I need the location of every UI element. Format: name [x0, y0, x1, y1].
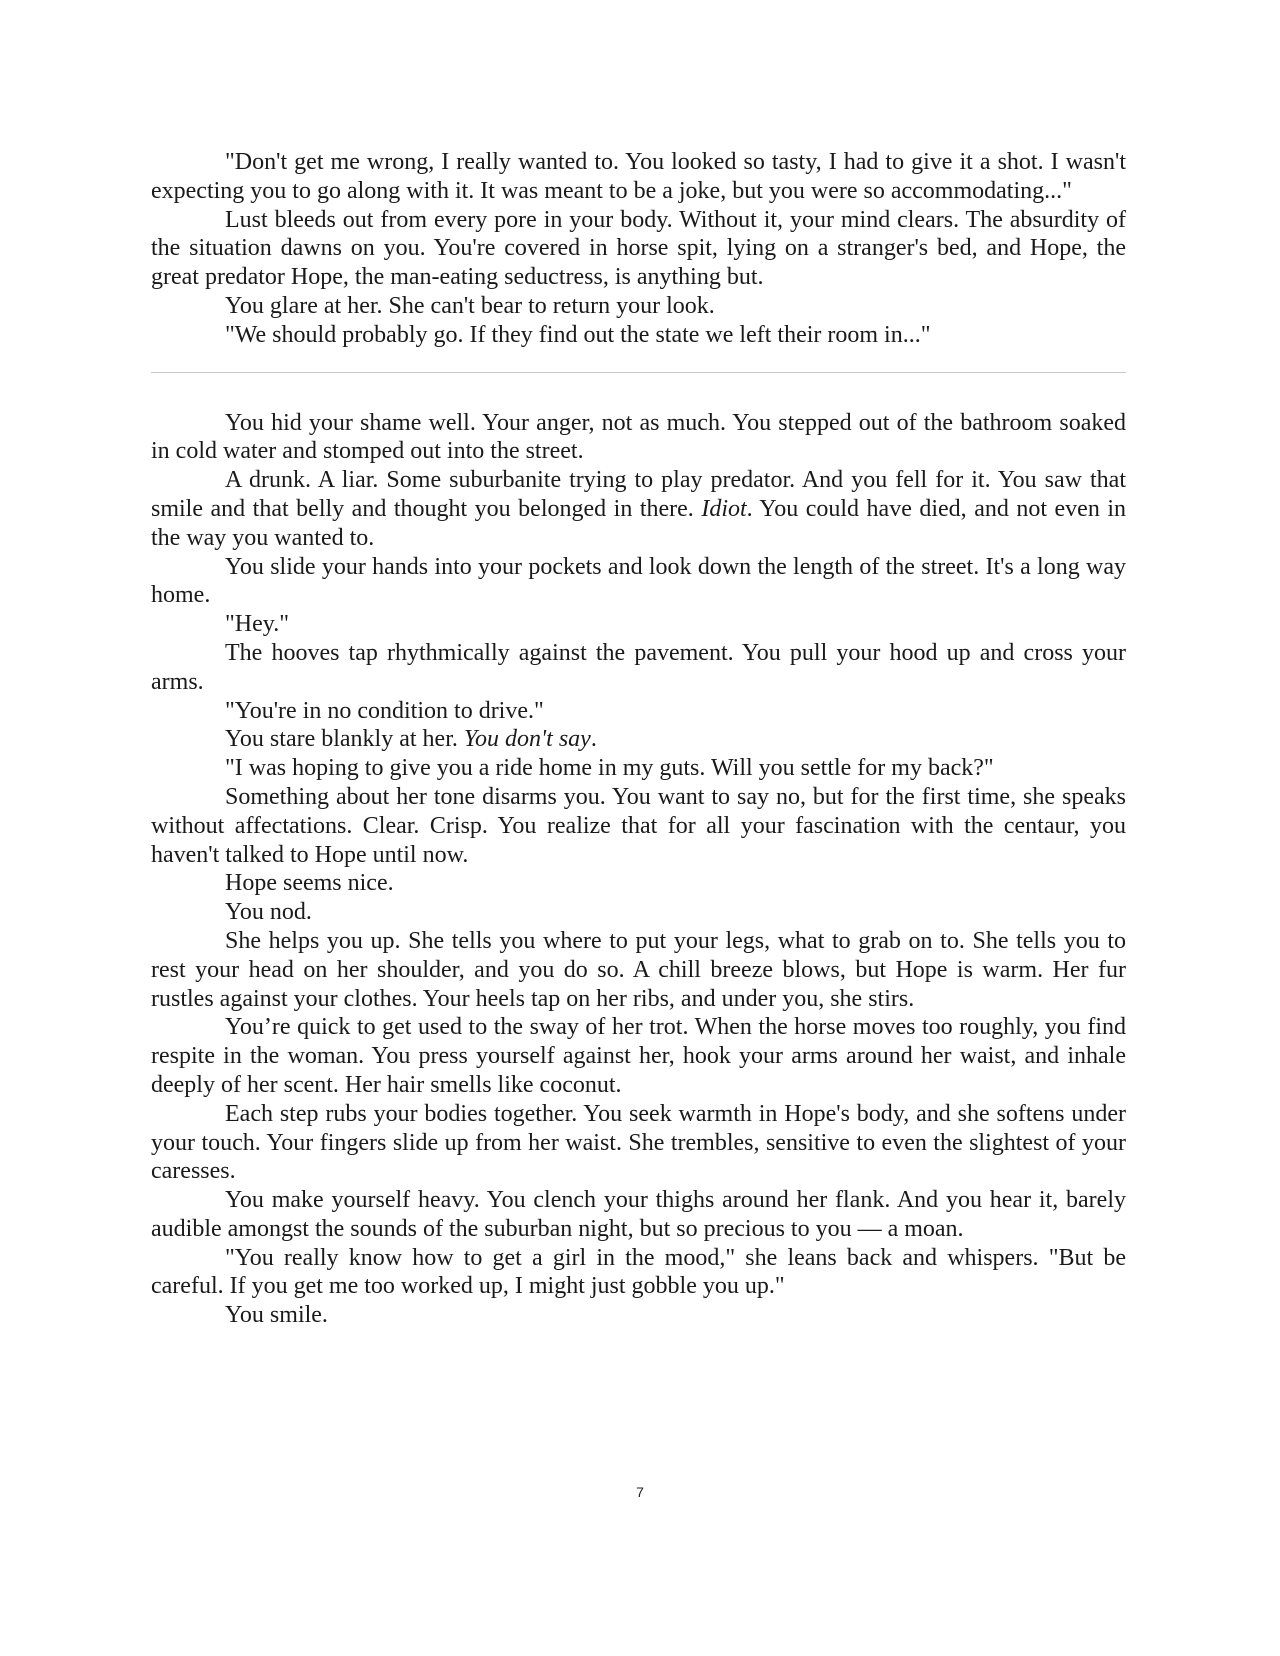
paragraph: You nod. — [225, 899, 312, 926]
paragraph: She helps you up. She tells you where to put your legs, what to grab on to. She tells you to rest your head on her shoulder, and you do so. A chill breeze blows, but Hope is warm. Her fur rustles against your clothes. Your heels tap on her ribs, and under you, she stirs. — [151, 927, 1126, 1012]
italic-text: You don't say — [463, 726, 591, 753]
paragraph — [151, 466, 1126, 552]
text-run: You stare blankly at her. — [225, 726, 464, 753]
paragraph: Something about her tone disarms you. You want to say no, but for the first time, she speaks without affectations. Clear. Crisp. You realize that for all your fascination with the centaur, you haven't talked to Hope until now. — [151, 783, 1126, 868]
paragraph: Lust bleeds out from every pore in your body. Without it, your mind clears. The absurdity of the situation dawns on you. You're covered in horse spit, lying on a stranger's bed, and Hope, the great predator Hope, the man-eating seductress, is anything but. — [151, 206, 1126, 291]
page-number: 7 — [636, 1484, 644, 1500]
text-run: . You could have died, and not even in the way you wanted to. — [151, 495, 1127, 551]
paragraph: Each step rubs your bodies together. You seek warmth in Hope's body, and she softens under your touch. Your fingers slide up from her waist. She trembles, sensitive to even the slightest of your caresses. — [151, 1100, 1126, 1185]
paragraph: "You're in no condition to drive." — [225, 697, 544, 724]
paragraph: You hid your shame well. Your anger, not as much. You stepped out of the bathroom soaked in cold water and stomped out into the street. — [151, 409, 1126, 465]
paragraph — [151, 725, 1126, 754]
section-two — [151, 409, 1126, 1331]
paragraph: You glare at her. She can't bear to return your look. — [225, 292, 715, 319]
section-divider — [151, 372, 1126, 373]
paragraph: "You really know how to get a girl in the mood," she leans back and whispers. "But be careful. If you get me too worked up, I might just gobble you up." — [151, 1244, 1126, 1300]
document-page — [151, 148, 1126, 1330]
paragraph: You slide your hands into your pockets and look down the length of the street. It's a long way home. — [151, 553, 1126, 609]
text-run: . — [590, 726, 597, 753]
paragraph: The hooves tap rhythmically against the pavement. You pull your hood up and cross your arms. — [151, 639, 1126, 695]
paragraph: You smile. — [225, 1302, 328, 1329]
section-one — [151, 148, 1126, 350]
paragraph: "We should probably go. If they find out the state we left their room in..." — [225, 321, 931, 348]
text-run: A drunk. A liar. Some suburbanite trying to play predator. And you fell for it. You saw that smile and that belly and thought you belonged in there. — [151, 467, 1126, 522]
paragraph: "I was hoping to give you a ride home in my guts. Will you settle for my back?" — [225, 755, 994, 782]
paragraph: You make yourself heavy. You clench your thighs around her flank. And you hear it, barely audible amongst the sounds of the suburban night, but so precious to you — a moan. — [151, 1187, 1126, 1242]
paragraph: "Don't get me wrong, I really wanted to. You looked so tasty, I had to give it a shot. I wasn't expecting you to go along with it. It was meant to be a joke, but you were so accommodating..." — [151, 149, 1126, 204]
italic-text: Idiot — [701, 495, 747, 522]
paragraph: "Hey." — [225, 611, 290, 638]
paragraph: You’re quick to get used to the sway of her trot. When the horse moves too roughly, you find respite in the woman. You press yourself against her, hook your arms around her waist, and inhale deeply of her scent. Her hair smells like coconut. — [151, 1014, 1126, 1098]
paragraph: Hope seems nice. — [225, 870, 394, 897]
